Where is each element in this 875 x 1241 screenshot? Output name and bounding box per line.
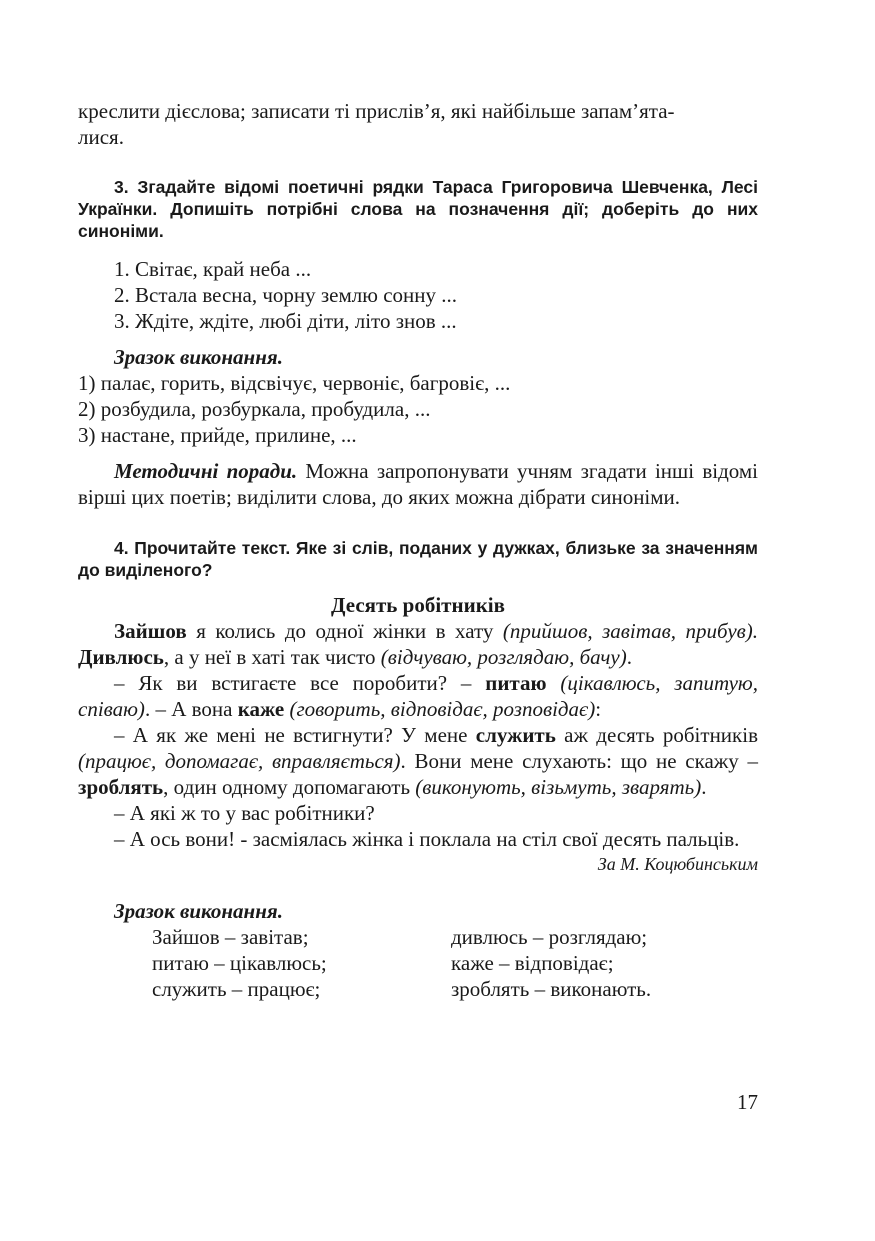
story-paragraph-5: – А ось вони! - засміялась жінка і поклала на стіл свої десять пальців.: [114, 827, 740, 851]
task-4-heading: 4. Прочитайте текст. Яке зі слів, поданих у дужках, близьке за значенням до виділеного?: [78, 538, 758, 580]
task-4-sample-label: Зразок виконання.: [114, 899, 283, 923]
highlighted-word: каже: [237, 697, 285, 721]
story-text: . Вони мене слухають: що не скажу –: [400, 749, 758, 773]
advice-label: Методичні поради.: [114, 459, 298, 483]
synonym-pairs: [78, 924, 758, 1002]
page-number: 17: [737, 1090, 758, 1114]
story-text: .: [626, 645, 632, 669]
task-3-sample-label: Зразок виконання.: [114, 345, 283, 369]
story-text: , а у неї в хаті так чисто: [163, 645, 381, 669]
pair-item: дивлюсь – розглядаю;: [451, 925, 648, 949]
attribution: За М. Коцюбинським: [597, 854, 758, 874]
intro-line-1: креслити дієслова; записати ті прислів’я, які найбільше запам’ята-: [78, 99, 675, 123]
highlighted-word: питаю: [485, 671, 547, 695]
synonym-options: (говорить, відповідає, розповідає): [289, 697, 596, 721]
pair-item: служить – працює;: [152, 977, 321, 1001]
answer-2: 2) розбудила, розбуркала, пробудила, ...: [78, 397, 431, 421]
story-text: я колись до одної жінки в хату: [186, 619, 503, 643]
intro-line-2: лися.: [78, 125, 124, 149]
story-paragraph-1: [78, 618, 758, 670]
task-3-lines: [78, 256, 758, 334]
highlighted-word: служить: [475, 723, 556, 747]
highlighted-word: зроблять: [78, 775, 164, 799]
task-3-heading: 3. Згадайте відомі поетичні рядки Тараса Григоровича Шевченка, Лесі Українки. Допишіть потрібні слова на позначення дії; доберіть до них синоніми.: [78, 177, 758, 241]
story-text: аж десять робітників: [555, 723, 758, 747]
synonym-options: (прийшов, завітав, прибув).: [502, 619, 758, 643]
pair-item: каже – відповідає;: [451, 951, 614, 975]
story-text: – Як ви встигаєте все поробити? –: [114, 671, 486, 695]
synonym-options: (відчуваю, розглядаю, бачу): [380, 645, 627, 669]
story-text: .: [701, 775, 707, 799]
story-text: – А як же мені не встигнути? У мене: [114, 723, 476, 747]
synonym-options: (виконують, візьмуть, зварять): [415, 775, 702, 799]
poem-line-1: 1. Світає, край неба ...: [114, 257, 312, 281]
story-text: . – А вона: [144, 697, 238, 721]
advice-text: Можна запропонувати учням згадати інші відомі вірші цих поетів; виділити слова, до яких можна дібрати синоніми.: [78, 459, 758, 509]
story-paragraph-3: [78, 722, 758, 800]
answer-1: 1) палає, горить, відсвічує, червоніє, багровіє, ...: [78, 371, 511, 395]
page-content: [78, 98, 758, 1002]
synonym-options: (працює, допомагає, вправляється): [78, 749, 401, 773]
story-paragraph-2: [78, 670, 758, 722]
highlighted-word: Зайшов: [114, 619, 187, 643]
pair-item: Зайшов – завітав;: [152, 925, 309, 949]
poem-line-3: 3. Ждіте, ждіте, любі діти, літо знов ...: [114, 309, 457, 333]
pair-item: питаю – цікавлюсь;: [152, 951, 327, 975]
synonym-options: (цікавлюсь, запитую, співаю): [78, 671, 758, 721]
highlighted-word: Дивлюсь: [78, 645, 164, 669]
story-paragraph-4: – А які ж то у вас робітники?: [114, 801, 375, 825]
story-text: , один одному допомагають: [163, 775, 416, 799]
story-title: Десять робітників: [331, 593, 505, 617]
answer-3: 3) настане, прийде, прилине, ...: [78, 423, 357, 447]
story-text: :: [595, 697, 602, 721]
story-text: [547, 671, 561, 695]
poem-line-2: 2. Встала весна, чорну землю сонну ...: [114, 283, 458, 307]
pair-item: зроблять – виконають.: [451, 977, 652, 1001]
methodical-advice: [78, 458, 758, 510]
